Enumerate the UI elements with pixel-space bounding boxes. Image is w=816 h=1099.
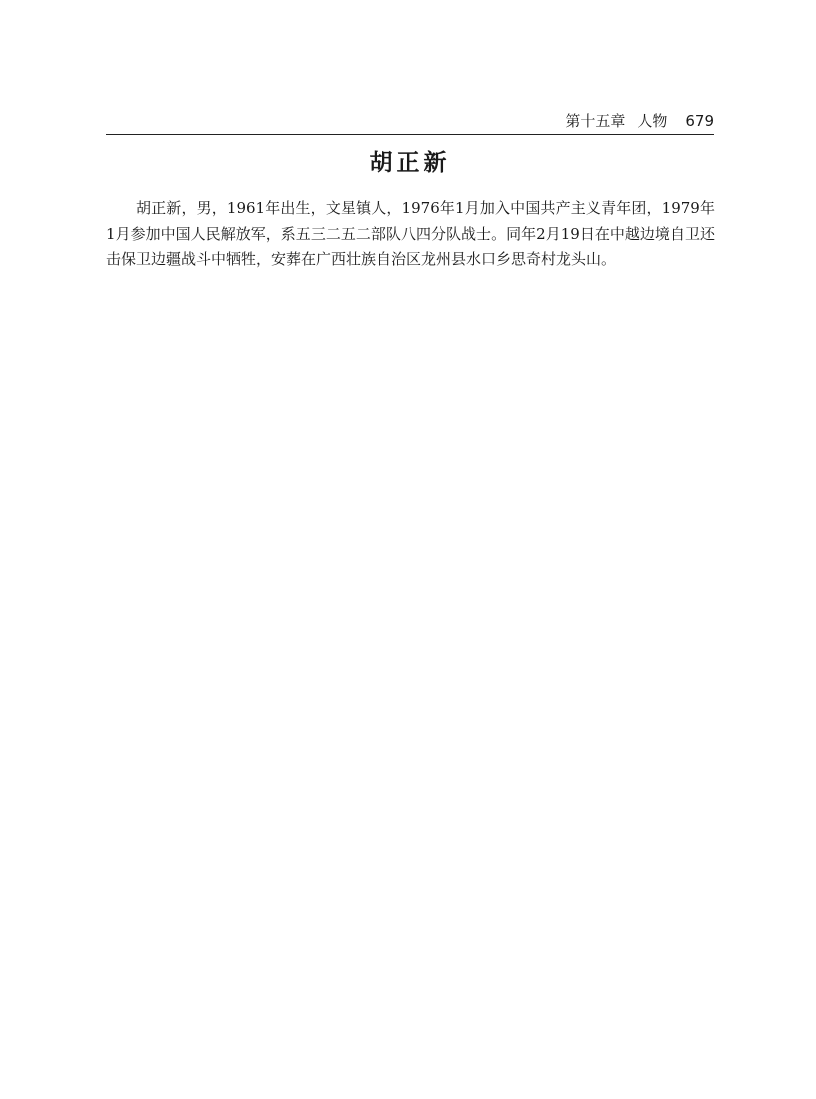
section-label: 人物: [637, 112, 668, 130]
running-header: [106, 112, 714, 135]
page-number: 679: [685, 112, 714, 130]
chapter-label: 第十五章: [565, 112, 626, 130]
article-paragraph: 胡正新，男，1961年出生，文星镇人，1976年1月加入中国共产主义青年团，1979年1月参加中国人民解放军，系五三二五二部队八四分队战士。同年2月19日在中越边境自卫还击保卫边疆战斗中牺牲，安葬在广西壮族自治区龙州县水口乡思奇村龙头山。: [106, 199, 715, 268]
article-title: 胡正新: [369, 150, 451, 176]
